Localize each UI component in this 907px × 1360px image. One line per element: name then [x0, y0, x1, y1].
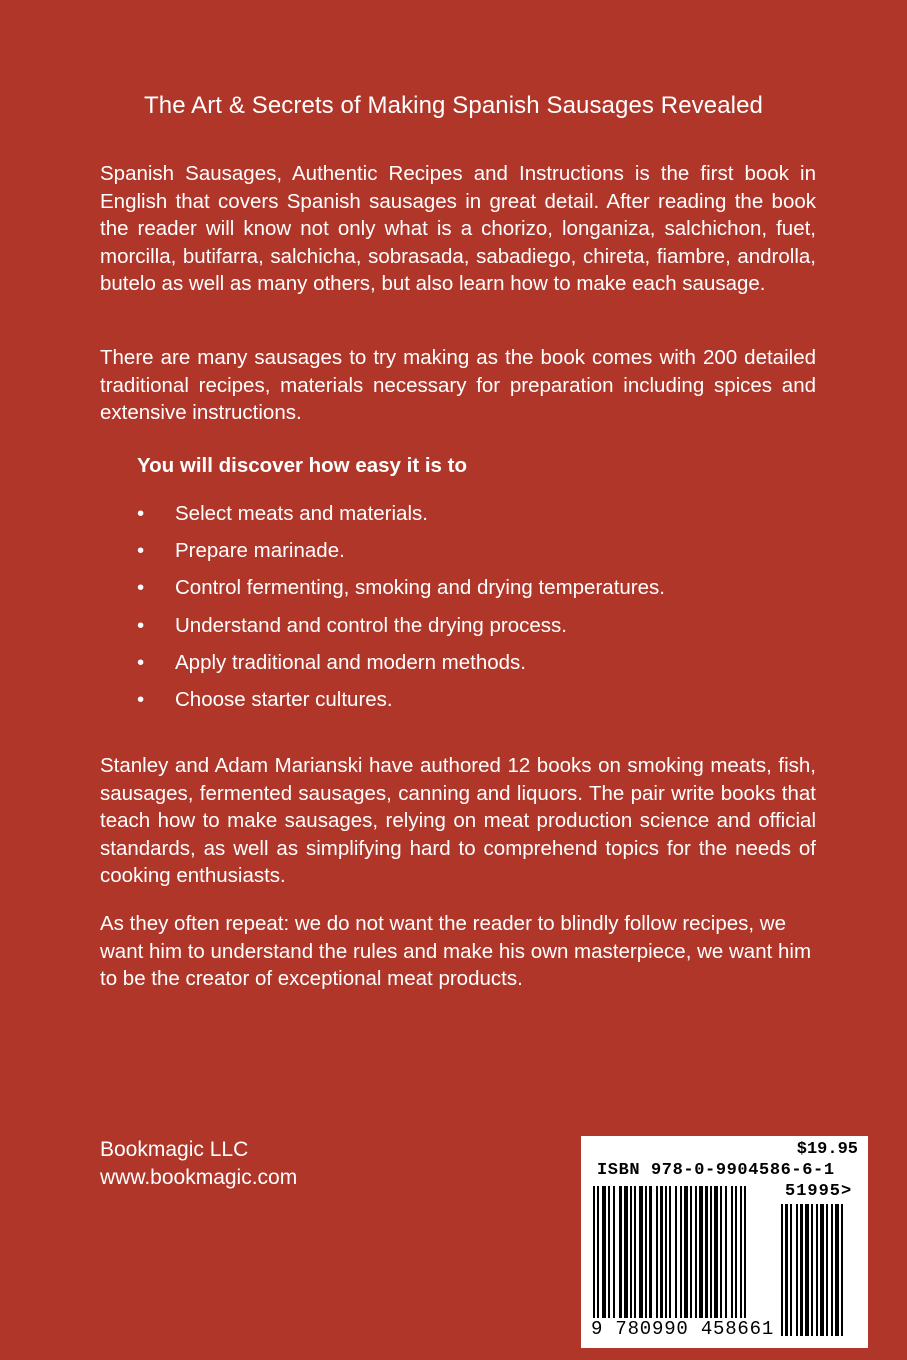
barcode-stripe [645, 1186, 647, 1334]
barcode-stripe [660, 1186, 663, 1334]
barcode-stripe [680, 1186, 682, 1334]
discover-heading: You will discover how easy it is to [137, 454, 467, 477]
list-item [137, 686, 665, 723]
barcode-stripe [669, 1186, 671, 1334]
bullet-icon: • [137, 502, 145, 525]
barcode-stripe [684, 1186, 688, 1334]
barcode-stripe [630, 1186, 632, 1334]
bullet-list [137, 500, 665, 723]
barcode-stripe [781, 1204, 783, 1336]
addon-barcode [781, 1204, 855, 1336]
barcode-stripe [811, 1204, 813, 1336]
barcode-stripe [665, 1186, 667, 1334]
barcode-stripe [649, 1186, 652, 1334]
barcode-stripe [796, 1204, 798, 1336]
list-item-text: Prepare marinade. [175, 539, 345, 563]
recipes-paragraph: There are many sausages to try making as the book comes with 200 detailed traditional recipes, materials necessary for preparation including spices and extensive instructions. [100, 346, 816, 424]
barcode-stripe [639, 1186, 643, 1334]
authors-paragraph: Stanley and Adam Marianski have authored 12 books on smoking meats, fish, sausages, fermented sausages, canning and liquors. The pair write books that teach how to make sausages, relying on meat production science and official standards, as well as simplifying hard to comprehend topics for the needs of cooking enthusiasts. [100, 754, 816, 887]
barcode-stripe [831, 1204, 833, 1336]
barcode-stripe [790, 1204, 792, 1336]
isbn-label: ISBN 978-0-9904586-6-1 [597, 1161, 835, 1180]
ean-barcode [593, 1186, 775, 1334]
philosophy-paragraph: As they often repeat: we do not want the reader to blindly follow recipes, we want him to understand the rules and make his own masterpiece, we want him to be the creator of exceptional meat products. [100, 912, 812, 990]
barcode-stripe [725, 1186, 727, 1334]
barcode-stripe [800, 1204, 803, 1336]
barcode-stripe [597, 1186, 599, 1334]
intro-paragraph: Spanish Sausages, Authentic Recipes and Instructions is the first book in English that covers Spanish sausages in great detail. After reading the book the reader will know not only what is a chorizo, longaniza, salchichon, fuet, morcilla, butifarra, salchicha, sobrasada, sabadiego, chireta, fiambre, androlla, butelo as well as many others, but also learn how to make each sausage. [100, 162, 816, 295]
bullet-icon: • [137, 650, 145, 674]
publisher-website: www.bookmagic.com [100, 1166, 298, 1189]
barcode-stripe [705, 1186, 708, 1334]
barcode-stripe [744, 1186, 746, 1334]
list-item [137, 537, 665, 574]
barcode-stripe [608, 1186, 610, 1334]
barcode-stripe [695, 1186, 697, 1334]
list-item-text: Understand and control the drying process. [175, 613, 568, 637]
barcode-stripe [699, 1186, 703, 1334]
barcode-stripe [714, 1186, 718, 1334]
barcode-stripe [731, 1186, 733, 1334]
barcode-stripe [835, 1204, 839, 1336]
cover-title: The Art & Secrets of Making Spanish Sausages Revealed [144, 92, 763, 119]
list-item-text: Select meats and materials. [175, 502, 428, 525]
barcode-stripe [690, 1186, 692, 1334]
list-item-text: Control fermenting, smoking and drying temperatures. [175, 576, 665, 600]
barcode-stripe [841, 1204, 843, 1336]
barcode-stripe [720, 1186, 722, 1334]
barcode-stripe [624, 1186, 628, 1334]
price-label: $19.95 [796, 1140, 858, 1159]
barcode-stripe [820, 1204, 824, 1336]
list-item [137, 574, 665, 611]
publisher-name: Bookmagic LLC [100, 1138, 249, 1161]
list-item [137, 500, 665, 537]
barcode-stripe [805, 1204, 809, 1336]
barcode-stripe [740, 1186, 742, 1334]
addon-code: 51995> [785, 1182, 853, 1201]
barcode-stripe [602, 1186, 606, 1334]
list-item [137, 612, 665, 649]
list-item-text: Apply traditional and modern methods. [175, 650, 526, 674]
publisher-block [100, 1136, 297, 1192]
barcode-stripe [735, 1186, 737, 1334]
barcode-box [581, 1136, 868, 1348]
ean-digits: 9 780990 458661 [591, 1318, 775, 1340]
barcode-stripe [613, 1186, 615, 1334]
barcode-stripe [826, 1204, 828, 1336]
barcode-stripe [816, 1204, 818, 1336]
bullet-icon: • [137, 576, 145, 600]
list-item-text: Choose starter cultures. [175, 687, 393, 711]
list-item [137, 649, 665, 686]
barcode-stripe [593, 1186, 595, 1334]
barcode-stripe [619, 1186, 622, 1334]
barcode-stripe [656, 1186, 658, 1334]
bullet-icon: • [137, 687, 145, 711]
barcode-stripe [675, 1186, 677, 1334]
bullet-icon: • [137, 539, 145, 563]
barcode-stripe [710, 1186, 712, 1334]
barcode-stripe [634, 1186, 636, 1334]
bullet-icon: • [137, 613, 145, 637]
barcode-stripe [785, 1204, 788, 1336]
